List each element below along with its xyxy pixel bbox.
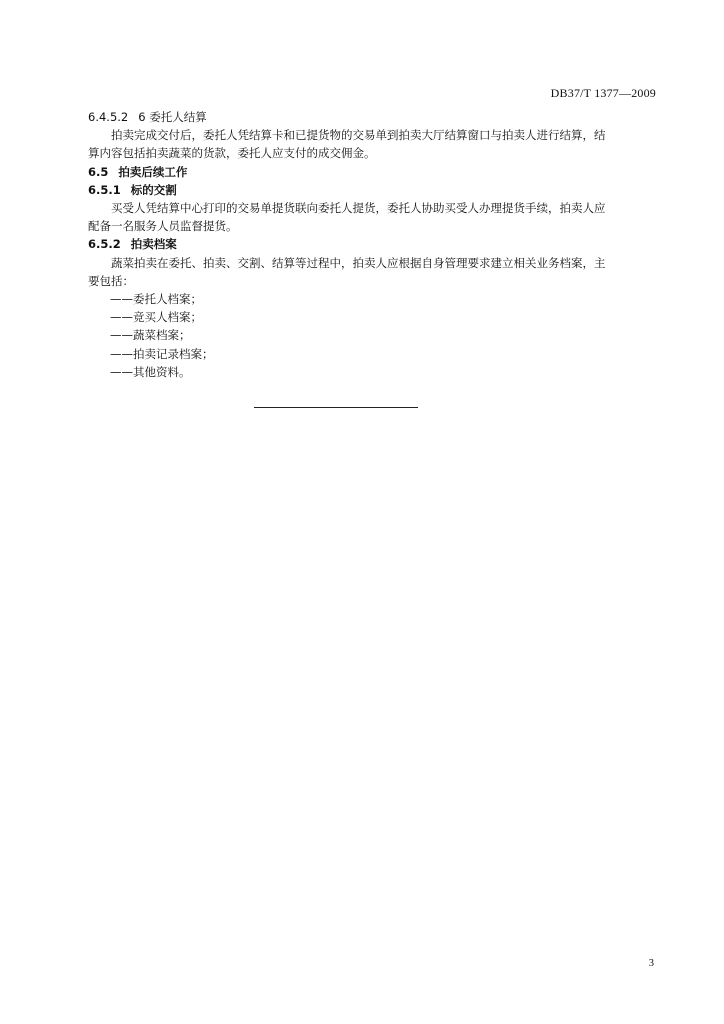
list-item: ——竞买人档案； <box>110 310 202 325</box>
clause-title: 拍卖档案 <box>130 237 177 252</box>
paragraph-text: 蔬菜拍卖在委托、拍卖、交割、结算等过程中，拍卖人应根据自身管理要求建立相关业务档案，主 <box>111 255 606 270</box>
list-item: ——拍卖记录档案； <box>110 346 214 361</box>
clause-text-line <box>88 272 658 290</box>
clause-text-line <box>88 144 658 162</box>
clause-heading-6-4-5-2 <box>88 108 658 126</box>
document-body <box>88 108 658 381</box>
clause-title: 标的交割 <box>130 182 177 197</box>
clause-title: 拍卖后续工作 <box>118 164 188 179</box>
standard-code: DB37/T 1377—2009 <box>550 86 656 100</box>
list-item: ——其他资料。 <box>110 364 191 379</box>
clause-heading-6-5-1 <box>88 181 658 199</box>
paragraph-text: 配备一名服务人员监督提货。 <box>88 219 238 234</box>
list-item: ——委托人档案； <box>110 292 202 307</box>
clause-number: 6.5.1 <box>88 182 121 197</box>
paragraph-text: 买受人凭结算中心打印的交易单提货联向委托人提货，委托人协助买受人办理提货手续，拍卖人应 <box>111 201 606 216</box>
clause-title: 6 委托人结算 <box>138 110 207 124</box>
end-of-text-rule <box>254 407 418 408</box>
clause-number: 6.4.5.2 <box>88 110 129 124</box>
clause-text-line <box>88 199 658 217</box>
clause-number: 6.5 <box>88 164 109 179</box>
clause-text-line <box>88 254 658 272</box>
paragraph-text: 拍卖完成交付后，委托人凭结算卡和已提货物的交易单到拍卖大厅结算窗口与拍卖人进行结算，结 <box>111 128 606 143</box>
paragraph-text: 算内容包括拍卖蔬菜的货款，委托人应支付的成交佣金。 <box>88 146 376 161</box>
clause-number: 6.5.2 <box>88 237 121 252</box>
clause-heading-6-5-2 <box>88 235 658 253</box>
clause-text-line <box>88 126 658 144</box>
clause-text-line <box>88 217 658 235</box>
clause-heading-6-5 <box>88 163 658 181</box>
page-number: 3 <box>648 958 654 969</box>
list-item: ——蔬菜档案； <box>110 328 191 343</box>
paragraph-text: 要包括： <box>88 273 134 288</box>
